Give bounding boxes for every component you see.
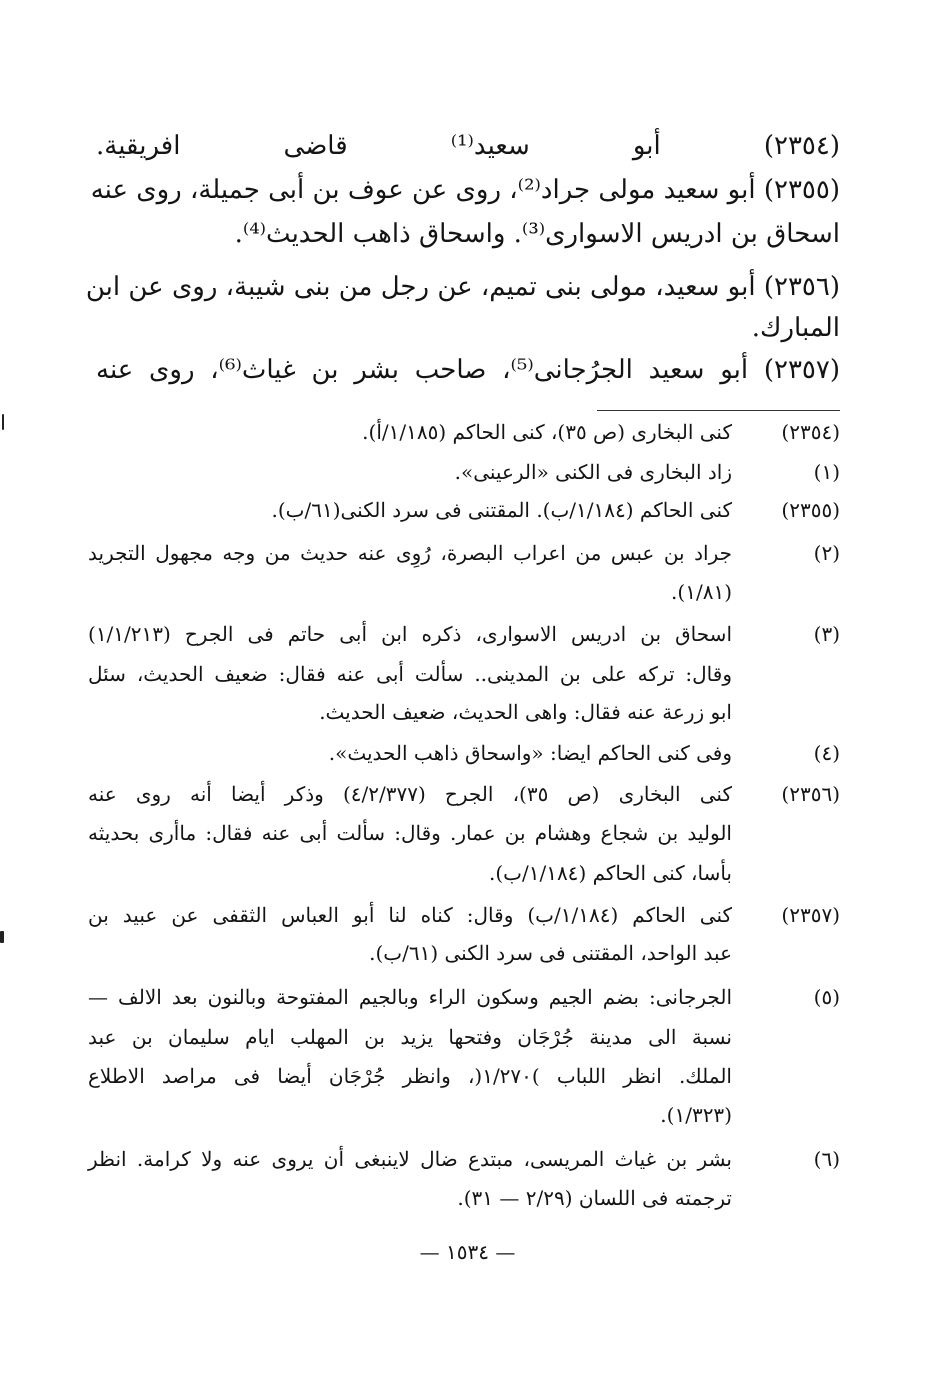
footnote-line: كنى الحاكم (١/١٨٤/ب). المقتنى فى سرد الكنى(٦١/ب). <box>271 498 732 522</box>
footnote-number: (١) <box>813 460 840 484</box>
footnote-line: كنى البخارى (ص ٣٥)، كنى الحاكم (١/١٨٥/أ). <box>362 420 732 444</box>
footnote <box>88 897 840 934</box>
footnote-line: كنى الحاكم (١/١٨٤/ب) وقال: كناه لنا أبو العباس الثقفى عن عبيد بن <box>88 903 733 927</box>
footnote-continuation <box>88 815 840 852</box>
footnote-number: (٦) <box>813 1147 840 1171</box>
footnote <box>88 979 840 1016</box>
footnote <box>88 454 840 491</box>
footnote <box>88 492 840 529</box>
footnote <box>88 1141 840 1178</box>
footnote-line: نسبة الى مدينة جُرْجَان وفتحها يزيد بن المهلب ايام سليمان بن عبد <box>88 1025 732 1049</box>
footnote-continuation <box>88 1019 840 1056</box>
footnote-line: (١/٣٢٣). <box>660 1103 732 1127</box>
footnote-line: ترجمته فى اللسان (٢/٢٩ — ٣١). <box>457 1186 732 1210</box>
footnote-line: (١/٨١). <box>671 580 732 604</box>
footnote-number: (٢٣٥٦) <box>781 782 840 806</box>
footnote-continuation <box>88 1180 840 1217</box>
footnote-line: كنى البخارى (ص ٣٥)، الجرح (٤/٢/٣٧٧) وذكر أيضا أنه روى عنه <box>88 782 732 806</box>
footnote-line: بأسا، كنى الحاكم (١/١٨٤/ب). <box>488 861 732 885</box>
footnote-line: اسحاق بن ادريس الاسوارى، ذكره ابن أبى حاتم فى الجرح (١/١/٢١٣) <box>88 622 732 646</box>
footnote-number: (٥) <box>813 985 840 1009</box>
footnote-line: بشر بن غياث المريسى، مبتدع ضال لاينبغى أن يروى عنه ولا كرامة. انظر <box>88 1147 732 1171</box>
footnote-continuation <box>88 656 840 693</box>
main-line: (٢٣٥٥) أبو سعيد مولى جراد⁽²⁾، روى عن عوف بن أبى جميلة، روى عنه <box>90 175 840 205</box>
footnote-continuation <box>88 694 840 731</box>
footnote-line: عبد الواحد، المقتنى فى سرد الكنى (٦١/ب). <box>369 941 732 965</box>
footnote-line: ابو زرعة عنه فقال: واهى الحديث، ضعيف الحديث. <box>319 700 732 724</box>
footnote-line: الجرجانى: بضم الجيم وسكون الراء وبالجيم المفتوحة وبالنون بعد الالف — <box>88 985 732 1009</box>
footnote <box>88 535 840 572</box>
main-line: المبارك. <box>751 313 840 343</box>
footnote <box>88 735 840 772</box>
footnote-number: (٤) <box>813 741 840 765</box>
footnote-line: الوليد بن شجاع وهشام بن عمار. وقال: سألت أبى عنه فقال: ماأرى بحديثه <box>88 821 732 845</box>
footnote-number: (٢٣٥٧) <box>781 903 840 927</box>
main-line: (٢٣٥٤) أبو سعيد⁽¹⁾ قاضى افريقية. <box>96 131 840 161</box>
footnote-separator <box>597 410 840 411</box>
footnote-line: الملك. انظر اللباب )١/٢٧٠(، وانظر جُرْجَان أيضا فى مراصد الاطلاع <box>88 1064 732 1088</box>
footnote-number: (٢٣٥٤) <box>781 420 840 444</box>
scan-margin-mark <box>0 931 4 943</box>
main-line: (٢٣٥٦) أبو سعيد، مولى بنى تميم، عن رجل من بنى شيبة، روى عن ابن <box>85 272 840 302</box>
footnote-line: جراد بن عبس من اعراب البصرة، رُوِى عنه حديث من وجه مجهول التجريد <box>88 541 732 565</box>
footnote-line: وفى كنى الحاكم ايضا: «واسحاق ذاهب الحديث». <box>328 741 732 765</box>
footnote-continuation <box>88 935 840 972</box>
page-number: — ١٥٣٤ — <box>419 1240 516 1264</box>
footnote-continuation <box>88 1097 840 1134</box>
main-line: (٢٣٥٧) أبو سعيد الجرُجانى⁽⁵⁾، صاحب بشر بن غياث⁽⁶⁾، روى عنه <box>96 355 841 385</box>
footnote-line: وقال: تركه على بن المدينى.. سألت أبى عنه فقال: ضعيف الحديث، سئل <box>88 662 732 686</box>
main-line: اسحاق بن ادريس الاسوارى⁽³⁾. واسحاق ذاهب الحديث⁽⁴⁾. <box>234 219 840 249</box>
footnote-line: زاد البخارى فى الكنى «الرعينى». <box>454 460 732 484</box>
footnote-continuation <box>88 574 840 611</box>
footnote-number: (٢٣٥٥) <box>781 498 840 522</box>
footnote <box>88 616 840 653</box>
footnote <box>88 414 840 451</box>
footnote-continuation <box>88 855 840 892</box>
footnote <box>88 776 840 813</box>
footnote-number: (٢) <box>813 541 840 565</box>
footnote-continuation <box>88 1058 840 1095</box>
scan-margin-mark <box>2 414 4 430</box>
footnote-number: (٣) <box>813 622 840 646</box>
